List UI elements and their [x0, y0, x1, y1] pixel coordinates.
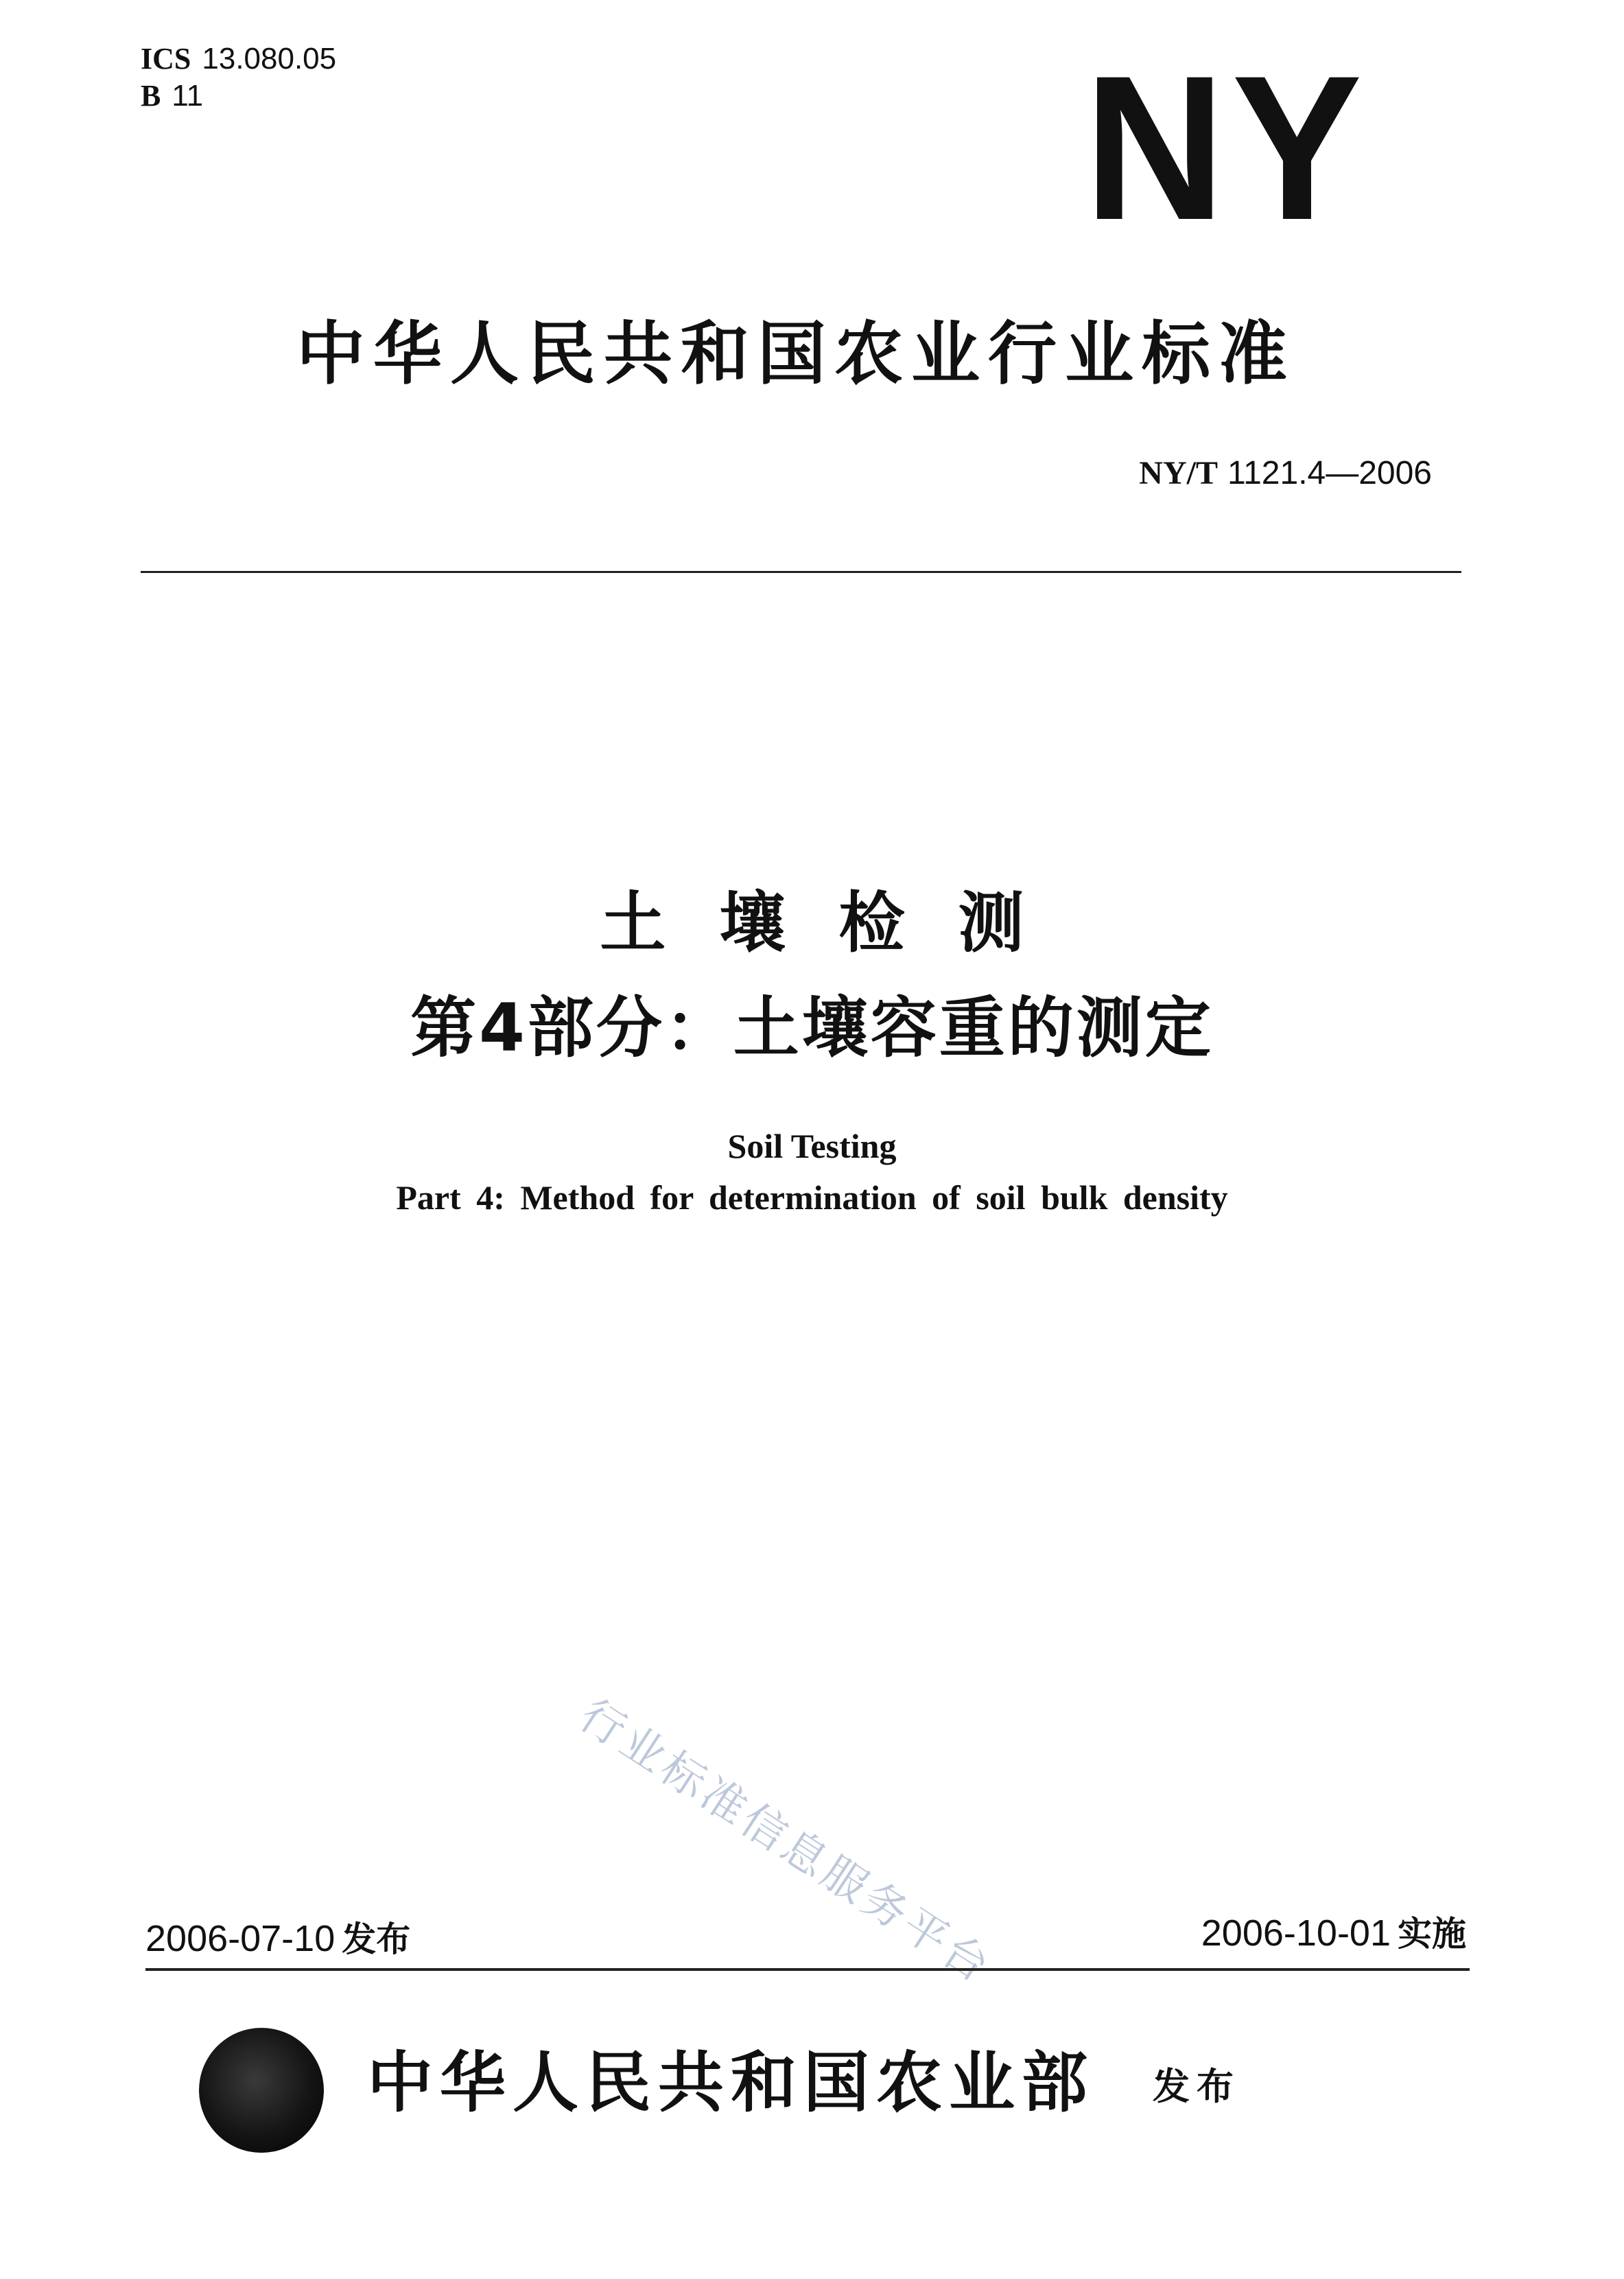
ny-logo: NY	[1084, 32, 1369, 263]
issue-date	[145, 1915, 410, 1963]
standard-category-title: 中华人民共和国农业行业标准	[296, 313, 1295, 394]
issue-date-value: 2006-07-10	[145, 1918, 336, 1959]
title-chinese: 土壤检测	[600, 885, 1078, 961]
watermark: 行业标准信息服务平台	[570, 1690, 1001, 1994]
ics-code: 13.080.05	[202, 42, 337, 75]
top-divider	[141, 571, 1461, 573]
issue-date-label: 发布	[342, 1919, 411, 1959]
standard-number-value: 1121.4—2006	[1227, 455, 1432, 491]
publisher-name: 中华人民共和国农业部	[367, 2044, 1094, 2121]
implementation-date-label: 实施	[1398, 1914, 1466, 1954]
standard-number-prefix: NY/T	[1139, 455, 1218, 491]
ics-label: ICS	[141, 42, 191, 75]
implementation-date-value: 2006-10-01	[1201, 1913, 1391, 1954]
standard-number	[1139, 453, 1432, 494]
bottom-divider	[145, 1968, 1470, 1971]
national-emblem-icon	[199, 2028, 324, 2153]
title-english: Soil Testing	[727, 1127, 897, 1165]
classification-label: B	[141, 79, 161, 113]
classification-code: 11	[172, 79, 204, 113]
implementation-date	[1201, 1909, 1466, 1958]
ics-code-line	[141, 40, 336, 78]
classification-line	[141, 77, 203, 115]
subtitle-english: Part 4: Method for determination of soil bulk density	[396, 1178, 1228, 1217]
publisher-verb: 发布	[1153, 2064, 1240, 2108]
subtitle-chinese: 第4部分：土壤容重的测定	[410, 990, 1214, 1066]
